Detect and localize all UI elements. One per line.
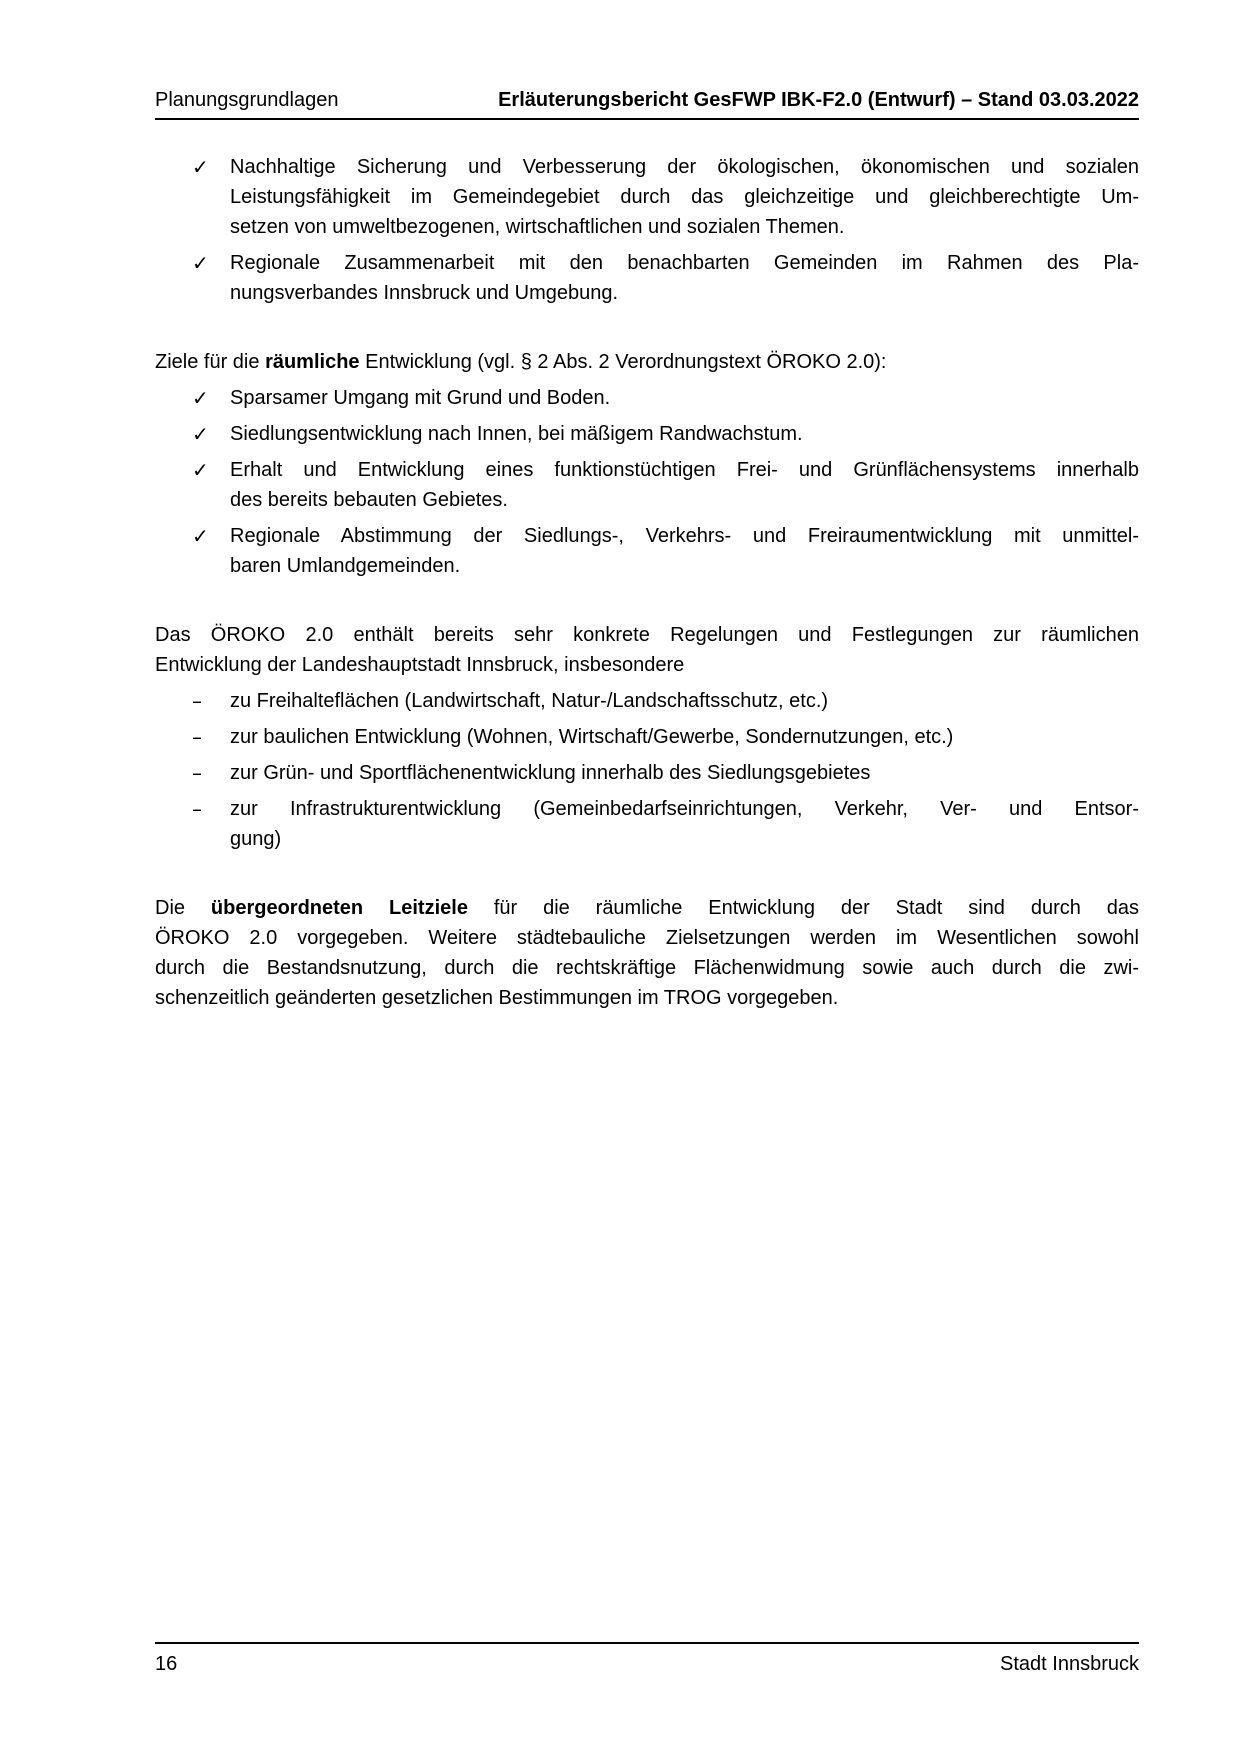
list-item-text	[230, 521, 1139, 581]
list-item-text	[230, 383, 1139, 413]
text-run: setzen von umweltbezogenen, wirtschaftlichen und sozialen Themen.	[230, 216, 845, 238]
list-item-text	[230, 152, 1139, 242]
text-line	[230, 152, 1139, 182]
text-line	[230, 182, 1139, 212]
list-item	[155, 383, 1139, 413]
text-line	[155, 650, 1139, 680]
check-bullet-icon: ✓	[192, 386, 209, 410]
text-line	[155, 983, 1139, 1013]
list-item	[155, 152, 1139, 242]
text-line	[230, 551, 1139, 581]
dash-bullet-list	[155, 686, 1139, 854]
bold-text-run: übergeordneten Leitziele	[210, 897, 468, 919]
text-line	[230, 824, 1139, 854]
text-run: Regionale Zusammenarbeit mit den benachbarten Gemeinden im Rahmen des Pla-	[230, 252, 1139, 274]
text-run: zu Freihalteflächen (Landwirtschaft, Natur-/Landschaftsschutz, etc.)	[230, 690, 829, 712]
dash-bullet-icon: –	[192, 689, 202, 713]
dash-bullet-icon: –	[192, 725, 202, 749]
text-run: des bereits bebauten Gebietes.	[230, 489, 508, 511]
text-line	[155, 347, 1139, 377]
text-line	[230, 383, 1139, 413]
paragraph	[155, 620, 1139, 680]
text-run: ÖROKO 2.0 vorgegeben. Weitere städtebauliche Zielsetzungen werden im Wesentlichen sowohl	[155, 927, 1139, 949]
list-item-text	[230, 794, 1139, 854]
paragraph	[155, 347, 1139, 377]
text-run: zur Infrastrukturentwicklung (Gemeinbedarfseinrichtungen, Verkehr, Ver- und Entsor-	[230, 798, 1139, 820]
list-item	[155, 686, 1139, 716]
text-run: zur baulichen Entwicklung (Wohnen, Wirtschaft/Gewerbe, Sondernutzungen, etc.)	[230, 726, 954, 748]
page-header	[155, 88, 1139, 120]
text-run: Sparsamer Umgang mit Grund und Boden.	[230, 387, 611, 409]
text-line	[155, 923, 1139, 953]
text-run: Leistungsfähigkeit im Gemeindegebiet durch das gleichzeitige und gleichberechtigte Um-	[230, 186, 1139, 208]
page-footer	[155, 1642, 1139, 1676]
text-run: Regionale Abstimmung der Siedlungs-, Verkehrs- und Freiraumentwicklung mit unmittel-	[230, 525, 1139, 547]
text-line	[230, 722, 1139, 752]
text-run: Erhalt und Entwicklung eines funktionstüchtigen Frei- und Grünflächensystems innerhalb	[230, 459, 1139, 481]
list-item	[155, 521, 1139, 581]
check-bullet-list	[155, 152, 1139, 308]
list-item-text	[230, 455, 1139, 515]
header-section-label: Planungsgrundlagen	[155, 89, 339, 111]
list-item	[155, 248, 1139, 308]
text-line	[230, 686, 1139, 716]
text-line	[230, 521, 1139, 551]
text-run: gung)	[230, 828, 282, 850]
text-line	[230, 278, 1139, 308]
text-run: Das ÖROKO 2.0 enthält bereits sehr konkrete Regelungen und Festlegungen zur räumlichen	[155, 624, 1139, 646]
text-line	[155, 893, 1139, 923]
check-bullet-icon: ✓	[192, 458, 209, 482]
list-item-text	[230, 248, 1139, 308]
list-item-text	[230, 686, 1139, 716]
footer-text: Stadt Innsbruck	[1000, 1653, 1139, 1675]
list-item	[155, 455, 1139, 515]
list-item-text	[230, 419, 1139, 449]
text-run: Siedlungsentwicklung nach Innen, bei mäßigem Randwachstum.	[230, 423, 803, 445]
text-run: Ziele für die	[155, 351, 266, 373]
list-item-text	[230, 758, 1139, 788]
page-number: 16	[155, 1653, 178, 1675]
check-bullet-icon: ✓	[192, 422, 209, 446]
text-line	[155, 620, 1139, 650]
text-run: Entwicklung (vgl. § 2 Abs. 2 Verordnungstext ÖROKO 2.0):	[359, 351, 887, 373]
list-item	[155, 758, 1139, 788]
check-bullet-icon: ✓	[192, 524, 209, 548]
text-run: baren Umlandgemeinden.	[230, 555, 461, 577]
paragraph	[155, 893, 1139, 1013]
bold-text-run: räumliche	[265, 351, 360, 373]
text-run: Entwicklung der Landeshauptstadt Innsbruck, insbesondere	[155, 654, 685, 676]
check-bullet-icon: ✓	[192, 251, 209, 275]
text-run: Nachhaltige Sicherung und Verbesserung der ökologischen, ökonomischen und sozialen	[230, 156, 1139, 178]
header-document-title: Erläuterungsbericht GesFWP IBK-F2.0 (Entwurf) – Stand 03.03.2022	[498, 89, 1139, 111]
content-area	[155, 120, 1139, 1019]
dash-bullet-icon: –	[192, 797, 202, 821]
text-line	[155, 953, 1139, 983]
text-run: nungsverbandes Innsbruck und Umgebung.	[230, 282, 619, 304]
text-line	[230, 212, 1139, 242]
check-bullet-icon: ✓	[192, 155, 209, 179]
dash-bullet-icon: –	[192, 761, 202, 785]
list-item	[155, 794, 1139, 854]
text-line	[230, 248, 1139, 278]
text-run: schenzeitlich geänderten gesetzlichen Bestimmungen im TROG vorgegeben.	[155, 987, 839, 1009]
text-line	[230, 485, 1139, 515]
text-run: zur Grün- und Sportflächenentwicklung innerhalb des Siedlungsgebietes	[230, 762, 871, 784]
text-line	[230, 794, 1139, 824]
text-line	[230, 758, 1139, 788]
list-item-text	[230, 722, 1139, 752]
text-run: durch die Bestandsnutzung, durch die rechtskräftige Flächenwidmung sowie auch durch die zwi-	[155, 957, 1139, 979]
list-item	[155, 419, 1139, 449]
text-run: Die	[155, 897, 211, 919]
text-run: für die räumliche Entwicklung der Stadt sind durch das	[467, 897, 1139, 919]
list-item	[155, 722, 1139, 752]
check-bullet-list	[155, 383, 1139, 581]
text-line	[230, 455, 1139, 485]
text-line	[230, 419, 1139, 449]
